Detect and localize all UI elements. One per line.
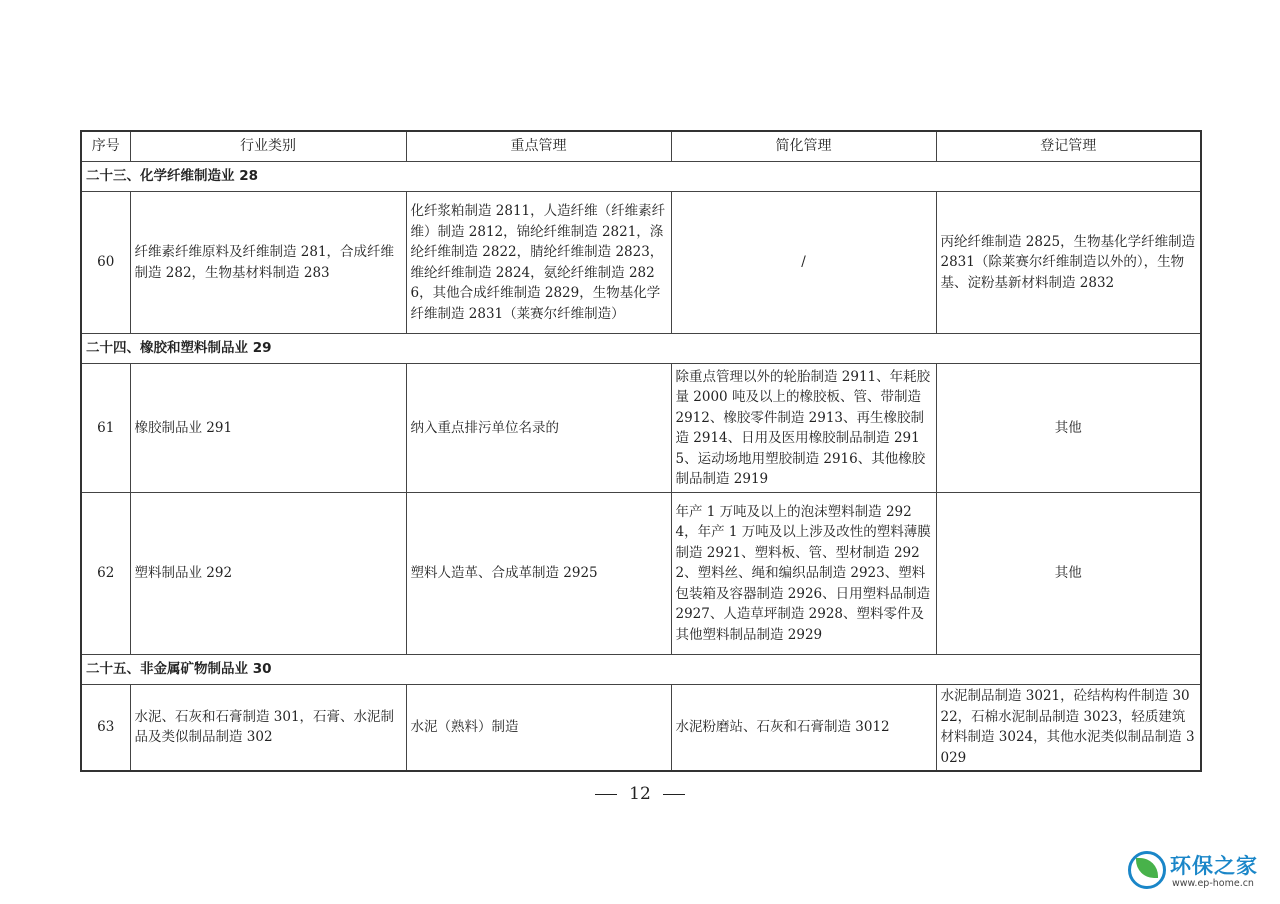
industry-management-table bbox=[80, 130, 1202, 772]
row-simplified-management: 年产 1 万吨及以上的泡沫塑料制造 2924，年产 1 万吨及以上涉及改性的塑料薄膜制造 2921、塑料板、管、型材制造 2922、塑料丝、绳和编织品制造 2923、塑料包装箱及容器制造 2926、日用塑料品制造 2927、人造草坪制造 2928、塑料零件及其他塑料制品制造 2929 bbox=[671, 493, 936, 655]
footer-dash-left bbox=[595, 794, 617, 795]
row-simplified-management: 水泥粉磨站、石灰和石膏制造 3012 bbox=[671, 685, 936, 771]
row-seq: 62 bbox=[81, 493, 130, 655]
footer-dash-right bbox=[663, 794, 685, 795]
table-row bbox=[81, 493, 1201, 655]
row-key-management: 水泥（熟料）制造 bbox=[406, 685, 671, 771]
row-category: 橡胶制品业 291 bbox=[130, 364, 406, 493]
header-simplified-management: 简化管理 bbox=[671, 131, 936, 162]
row-key-management: 塑料人造革、合成革制造 2925 bbox=[406, 493, 671, 655]
row-category: 塑料制品业 292 bbox=[130, 493, 406, 655]
row-registration-management: 丙纶纤维制造 2825，生物基化学纤维制造 2831（除莱赛尔纤维制造以外的），生物基、淀粉基新材料制造 2832 bbox=[936, 192, 1201, 334]
section-row bbox=[81, 655, 1201, 685]
table-row bbox=[81, 364, 1201, 493]
table-header-row bbox=[81, 131, 1201, 162]
row-simplified-management: / bbox=[671, 192, 936, 334]
row-registration-management: 其他 bbox=[936, 493, 1201, 655]
row-registration-management: 其他 bbox=[936, 364, 1201, 493]
section-title: 二十五、非金属矿物制品业 30 bbox=[81, 655, 1201, 685]
page-footer bbox=[0, 784, 1280, 804]
row-key-management: 化纤浆粕制造 2811，人造纤维（纤维素纤维）制造 2812，锦纶纤维制造 2821，涤纶纤维制造 2822，腈纶纤维制造 2823，维纶纤维制造 2824，氨纶纤维制造 2826，其他合成纤维制造 2829，生物基化学纤维制造 2831（莱赛尔纤维制造） bbox=[406, 192, 671, 334]
header-category: 行业类别 bbox=[130, 131, 406, 162]
row-key-management: 纳入重点排污单位名录的 bbox=[406, 364, 671, 493]
section-title: 二十四、橡胶和塑料制品业 29 bbox=[81, 334, 1201, 364]
watermark-url: www.ep-home.cn bbox=[1172, 878, 1254, 889]
section-row bbox=[81, 334, 1201, 364]
header-registration-management: 登记管理 bbox=[936, 131, 1201, 162]
row-seq: 61 bbox=[81, 364, 130, 493]
row-category: 水泥、石灰和石膏制造 301，石膏、水泥制品及类似制品制造 302 bbox=[130, 685, 406, 771]
table-row bbox=[81, 685, 1201, 771]
header-seq: 序号 bbox=[81, 131, 130, 162]
row-seq: 60 bbox=[81, 192, 130, 334]
section-title: 二十三、化学纤维制造业 28 bbox=[81, 162, 1201, 192]
watermark-name: 环保之家 bbox=[1170, 854, 1258, 878]
row-registration-management: 水泥制品制造 3021，砼结构构件制造 3022，石棉水泥制品制造 3023，轻质建筑材料制造 3024，其他水泥类似制品制造 3029 bbox=[936, 685, 1201, 771]
table-row bbox=[81, 192, 1201, 334]
watermark-logo bbox=[1128, 848, 1268, 894]
page-number: 12 bbox=[629, 784, 651, 804]
header-key-management: 重点管理 bbox=[406, 131, 671, 162]
row-simplified-management: 除重点管理以外的轮胎制造 2911、年耗胶量 2000 吨及以上的橡胶板、管、带制造 2912、橡胶零件制造 2913、再生橡胶制造 2914、日用及医用橡胶制品制造 2915、运动场地用塑胶制造 2916、其他橡胶制品制造 2919 bbox=[671, 364, 936, 493]
row-seq: 63 bbox=[81, 685, 130, 771]
section-row bbox=[81, 162, 1201, 192]
row-category: 纤维素纤维原料及纤维制造 281，合成纤维制造 282，生物基材料制造 283 bbox=[130, 192, 406, 334]
